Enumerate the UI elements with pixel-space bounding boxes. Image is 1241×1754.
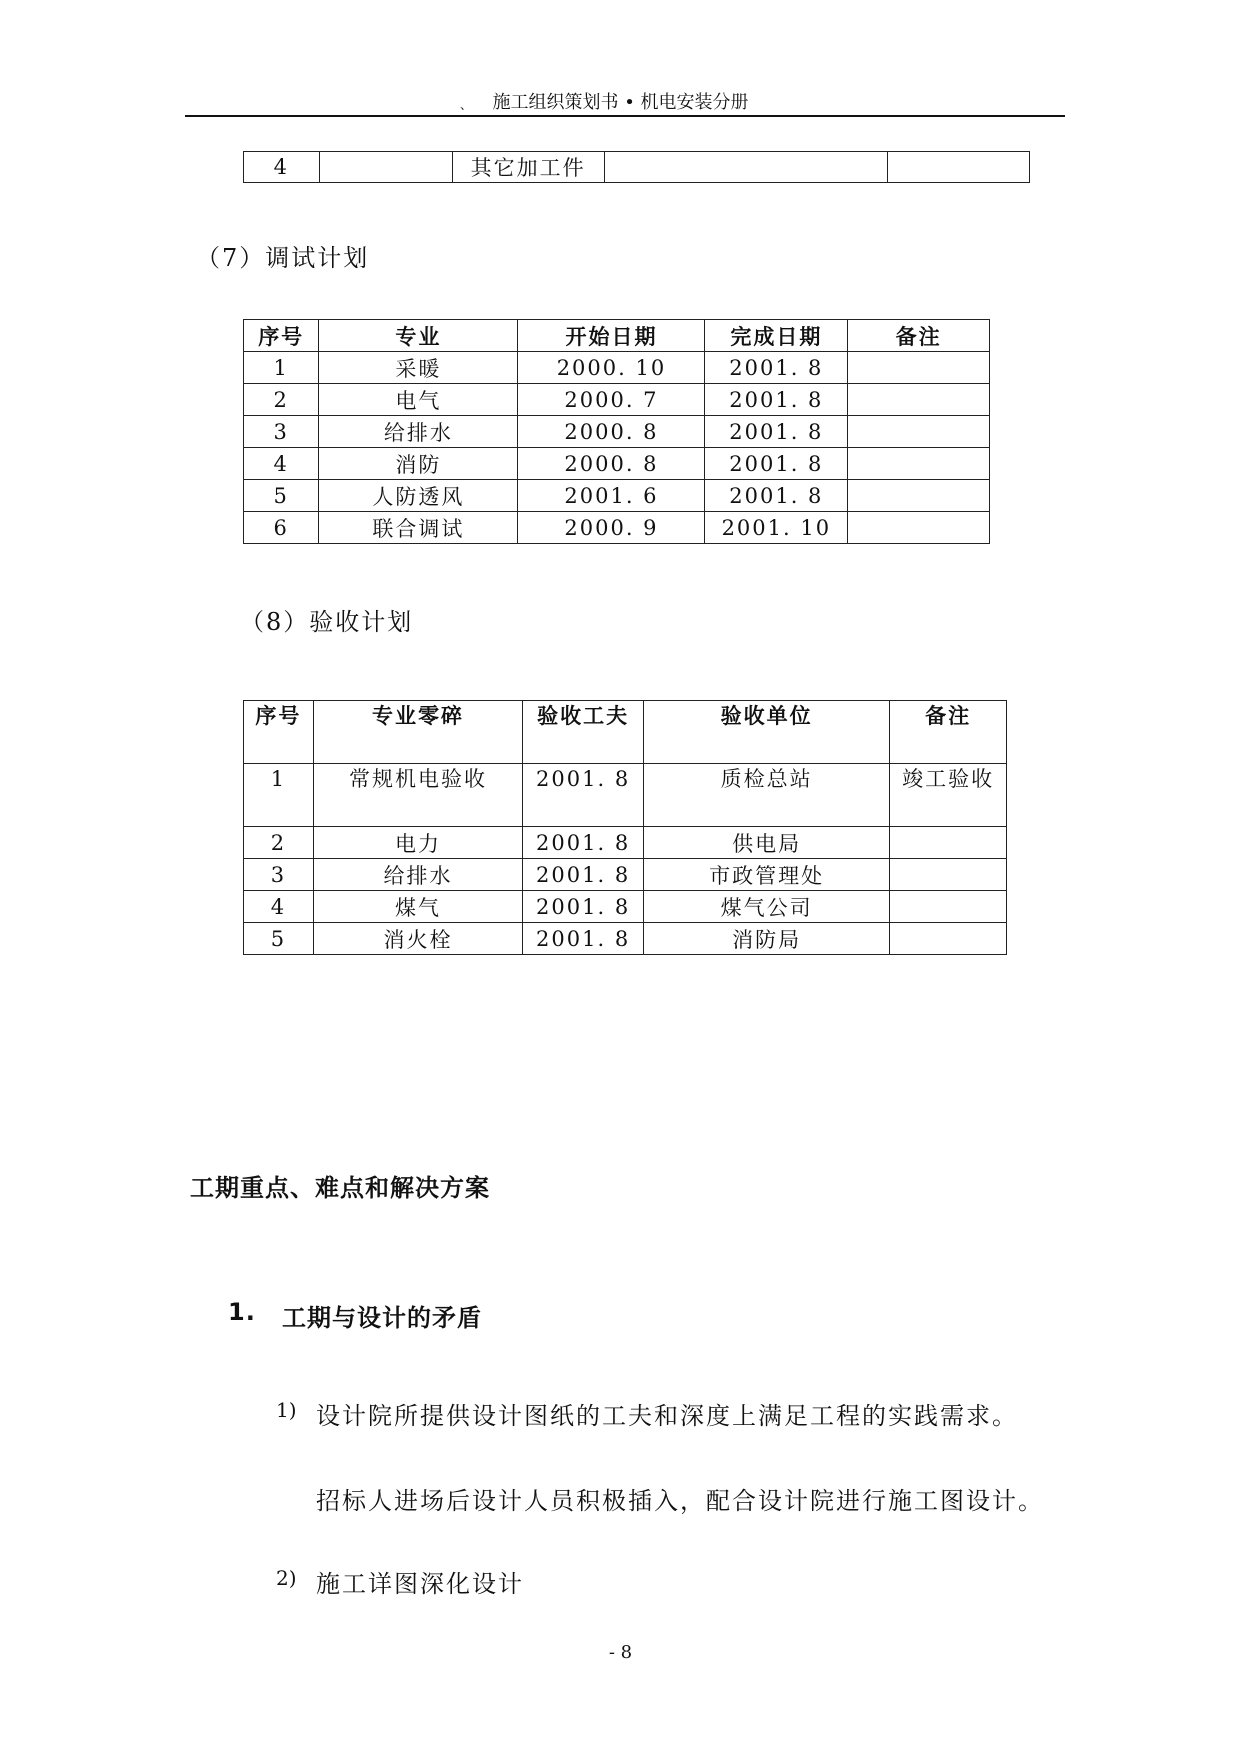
table-cell: 煤气公司: [644, 891, 890, 923]
table-row: [244, 352, 990, 384]
table-cell: 2: [244, 827, 314, 859]
table-cell: 2001. 10: [705, 512, 848, 544]
col-header: 专业零碎: [313, 701, 522, 764]
table-cell: [890, 859, 1007, 891]
table-cell: 2001. 8: [705, 416, 848, 448]
table-cell: 给排水: [313, 859, 522, 891]
col-header: 备注: [890, 701, 1007, 764]
table-cell: [890, 827, 1007, 859]
item-text: 招标人进场后设计人员积极插入，配合设计院进行施工图设计。: [316, 1487, 1044, 1515]
table-cell: 电力: [313, 827, 522, 859]
table-cell: 2001. 6: [518, 480, 705, 512]
table-row: [244, 859, 1007, 891]
table-cell: [848, 512, 990, 544]
table-cell: 1: [244, 352, 319, 384]
table-cell: [848, 384, 990, 416]
table-cell: 供电局: [644, 827, 890, 859]
page-header-title: 施工组织策划书 • 机电安装分册: [492, 92, 749, 113]
header-mark: 、: [460, 98, 473, 112]
table-cell: 竣工验收: [890, 764, 1007, 827]
table-cell: 5: [244, 923, 314, 955]
table-header-row: [244, 701, 1007, 764]
table-cell: 消火栓: [313, 923, 522, 955]
table-cell: 4: [244, 448, 319, 480]
table-cell: 2001. 8: [523, 827, 644, 859]
table-cell: 市政管理处: [644, 859, 890, 891]
table-cell: 2001. 8: [523, 891, 644, 923]
table-cell: 2001. 8: [705, 448, 848, 480]
table-row: [244, 152, 1030, 183]
table-cell: 其它加工件: [452, 152, 604, 183]
table-cell: [887, 152, 1029, 183]
col-header: 序号: [244, 320, 319, 352]
table-cell: 3: [244, 859, 314, 891]
table-cell: 2000. 10: [518, 352, 705, 384]
table-cell: [848, 480, 990, 512]
table-cell: 消防: [319, 448, 518, 480]
table-row: [244, 448, 990, 480]
item-number: 1): [276, 1398, 297, 1422]
table-cell: [848, 416, 990, 448]
main-heading: 工期重点、难点和解决方案: [190, 1174, 490, 1202]
col-header: 序号: [244, 701, 314, 764]
table-cell: [890, 891, 1007, 923]
section-7-title: （7）调试计划: [196, 244, 370, 272]
table-cell: 2001. 8: [705, 384, 848, 416]
table-cell: 4: [244, 891, 314, 923]
item-text: 设计院所提供设计图纸的工夫和深度上满足工程的实践需求。: [316, 1402, 1018, 1430]
table-cell: 2000. 8: [518, 416, 705, 448]
table-cell: 常规机电验收: [313, 764, 522, 827]
table-cell: 2000. 8: [518, 448, 705, 480]
acceptance-plan-table: [243, 700, 1007, 955]
table-cell: 6: [244, 512, 319, 544]
table-row: [244, 416, 990, 448]
item-number: 2): [276, 1566, 297, 1590]
table-row: [244, 891, 1007, 923]
section-8-title: （8）验收计划: [240, 608, 414, 636]
table-row: [244, 512, 990, 544]
table-cell: 2: [244, 384, 319, 416]
table-header-row: [244, 320, 990, 352]
table-cell: 电气: [319, 384, 518, 416]
table-cell: 3: [244, 416, 319, 448]
table-row: [244, 827, 1007, 859]
table-row: [244, 384, 990, 416]
table-cell: 采暖: [319, 352, 518, 384]
table-cell: 2001. 8: [705, 480, 848, 512]
table-cell: [604, 152, 887, 183]
table-cell: 5: [244, 480, 319, 512]
table-cell: 2001. 8: [523, 859, 644, 891]
page-number: - 8: [608, 1642, 633, 1663]
col-header: 验收工夫: [523, 701, 644, 764]
table-cell: 2001. 8: [523, 923, 644, 955]
col-header: 备注: [848, 320, 990, 352]
table-cell: 2001. 8: [705, 352, 848, 384]
table-cell: 4: [244, 152, 320, 183]
table-row: [244, 923, 1007, 955]
table-cell: 消防局: [644, 923, 890, 955]
col-header: 开始日期: [518, 320, 705, 352]
item-text: 施工详图深化设计: [316, 1570, 524, 1598]
table-cell: 给排水: [319, 416, 518, 448]
table-row: [244, 764, 1007, 827]
table-cell: [319, 152, 452, 183]
table-cell: [890, 923, 1007, 955]
table-row: [244, 480, 990, 512]
table-cell: 2001. 8: [523, 764, 644, 827]
table-cell: [848, 352, 990, 384]
continuation-table: [243, 151, 1030, 183]
col-header: 完成日期: [705, 320, 848, 352]
col-header: 专业: [319, 320, 518, 352]
table-cell: 2000. 9: [518, 512, 705, 544]
col-header: 验收单位: [644, 701, 890, 764]
subheading-text: 工期与设计的矛盾: [282, 1304, 482, 1332]
commissioning-plan-table: [243, 319, 990, 544]
subheading-number: 1.: [228, 1298, 256, 1326]
table-cell: 联合调试: [319, 512, 518, 544]
table-cell: 煤气: [313, 891, 522, 923]
table-cell: 1: [244, 764, 314, 827]
table-cell: 人防透风: [319, 480, 518, 512]
table-cell: 2000. 7: [518, 384, 705, 416]
header-rule: [185, 115, 1065, 117]
table-cell: 质检总站: [644, 764, 890, 827]
table-cell: [848, 448, 990, 480]
